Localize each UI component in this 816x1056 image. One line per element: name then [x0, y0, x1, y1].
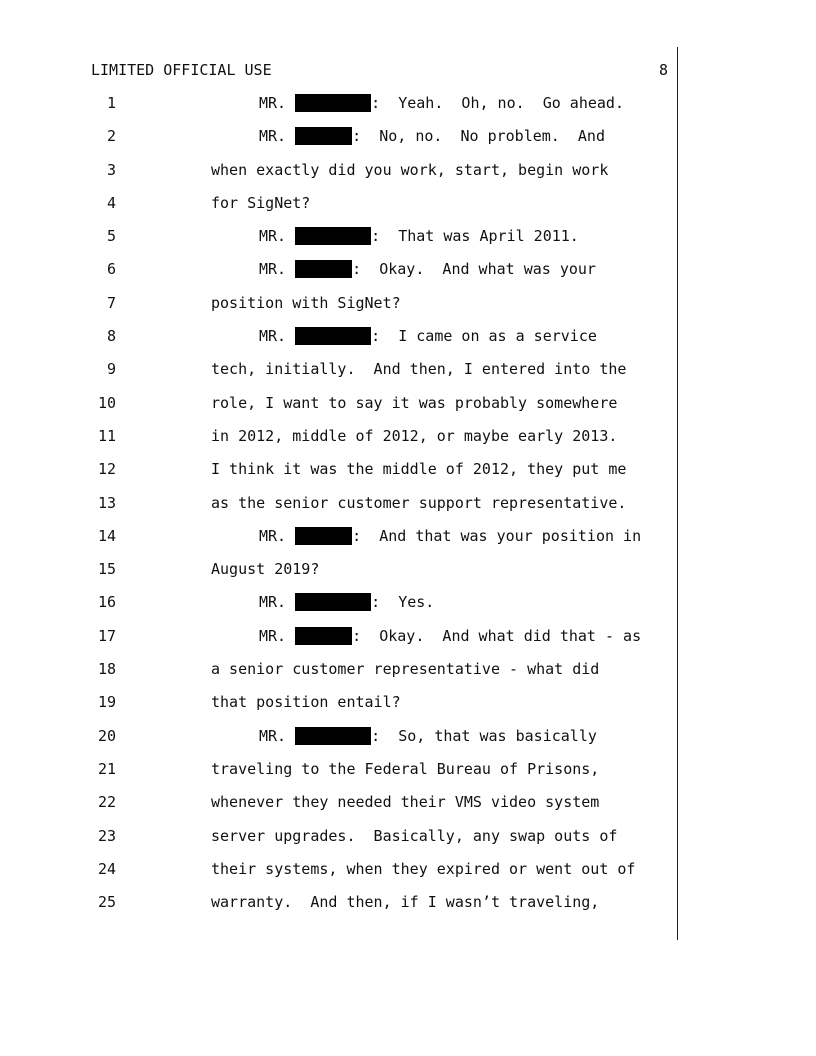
continuation-text: when exactly did you work, start, begin work — [211, 160, 609, 179]
classification-header: LIMITED OFFICIAL USE — [91, 61, 272, 79]
continuation-text: for SigNet? — [211, 193, 311, 212]
continuation-text: August 2019? — [211, 560, 320, 579]
speaker-line-text — [259, 227, 579, 245]
speaker-title: MR. — [259, 260, 287, 279]
transcript-line — [0, 220, 816, 253]
transcript-line — [0, 720, 816, 753]
line-number: 1 — [106, 94, 116, 112]
line-number: 14 — [97, 526, 116, 545]
transcript-line — [0, 420, 816, 453]
line-number: 11 — [97, 426, 116, 445]
transcript-line — [0, 387, 816, 420]
speech-text: : I came on as a service — [371, 327, 597, 346]
line-number: 10 — [97, 393, 116, 412]
continuation-text: as the senior customer support representative. — [211, 493, 627, 512]
line-number: 19 — [97, 693, 116, 712]
transcript-line — [0, 886, 816, 919]
line-number: 9 — [106, 360, 116, 379]
line-number: 24 — [97, 859, 116, 878]
continuation-text: I think it was the middle of 2012, they put me — [211, 460, 627, 479]
continuation-text: whenever they needed their VMS video system — [211, 793, 600, 812]
speech-text: : So, that was basically — [371, 726, 597, 745]
transcript-line — [0, 353, 816, 386]
redaction-box — [295, 727, 371, 745]
page-number: 8 — [658, 61, 668, 79]
line-number: 25 — [97, 893, 116, 912]
speaker-line-text — [259, 627, 641, 645]
redaction-box — [295, 327, 371, 345]
continuation-text: their systems, when they expired or went out of — [211, 859, 636, 878]
transcript-line — [0, 786, 816, 819]
continuation-text: a senior customer representative - what did — [211, 660, 600, 679]
redaction-box — [295, 593, 371, 611]
transcript-body — [0, 87, 816, 919]
transcript-line — [0, 853, 816, 886]
transcript-line — [0, 653, 816, 686]
transcript-line — [0, 586, 816, 619]
speaker-title: MR. — [259, 626, 287, 645]
transcript-line — [0, 520, 816, 553]
speaker-line-text — [259, 327, 597, 345]
line-number: 6 — [106, 260, 116, 279]
speaker-title: MR. — [259, 127, 287, 146]
speech-text: : Okay. And what did that - as — [352, 626, 642, 645]
speaker-title: MR. — [259, 327, 287, 346]
speaker-line-text — [259, 593, 434, 611]
redaction-box — [295, 94, 371, 112]
line-number: 8 — [106, 327, 116, 346]
continuation-text: role, I want to say it was probably somewhere — [211, 393, 618, 412]
transcript-line — [0, 120, 816, 153]
speaker-line-text — [259, 527, 641, 545]
speaker-title: MR. — [259, 526, 287, 545]
transcript-line — [0, 820, 816, 853]
speaker-line-text — [259, 260, 596, 278]
line-number: 20 — [97, 726, 116, 745]
speech-text: : And that was your position in — [352, 526, 642, 545]
continuation-text: traveling to the Federal Bureau of Prisons, — [211, 759, 600, 778]
speech-text: : Okay. And what was your — [352, 260, 596, 279]
transcript-line — [0, 154, 816, 187]
line-number: 2 — [106, 127, 116, 146]
speech-text: : That was April 2011. — [371, 227, 579, 246]
redaction-box — [295, 127, 352, 145]
continuation-text: server upgrades. Basically, any swap outs of — [211, 826, 618, 845]
line-number: 7 — [106, 293, 116, 312]
speaker-line-text — [259, 727, 597, 745]
redaction-box — [295, 227, 371, 245]
redaction-box — [295, 627, 352, 645]
line-number: 4 — [106, 193, 116, 212]
transcript-line — [0, 253, 816, 286]
speaker-title: MR. — [259, 94, 287, 112]
continuation-text: position with SigNet? — [211, 293, 401, 312]
speaker-line-text — [259, 94, 624, 112]
transcript-line — [0, 87, 816, 120]
transcript-line — [0, 487, 816, 520]
line-number: 5 — [106, 227, 116, 246]
speaker-line-text — [259, 127, 605, 145]
transcript-line — [0, 320, 816, 353]
line-number: 17 — [97, 626, 116, 645]
line-number: 15 — [97, 560, 116, 579]
line-number: 3 — [106, 160, 116, 179]
continuation-text: in 2012, middle of 2012, or maybe early 2013. — [211, 426, 618, 445]
line-number: 18 — [97, 660, 116, 679]
transcript-line — [0, 187, 816, 220]
speaker-title: MR. — [259, 726, 287, 745]
continuation-text: warranty. And then, if I wasn’t traveling, — [211, 893, 600, 912]
speaker-title: MR. — [259, 593, 287, 612]
line-number: 23 — [97, 826, 116, 845]
redaction-box — [295, 527, 352, 545]
redaction-box — [295, 260, 352, 278]
transcript-line — [0, 553, 816, 586]
line-number: 16 — [97, 593, 116, 612]
transcript-line — [0, 686, 816, 719]
continuation-text: tech, initially. And then, I entered into the — [211, 360, 627, 379]
line-number: 21 — [97, 759, 116, 778]
speaker-title: MR. — [259, 227, 287, 246]
transcript-line — [0, 453, 816, 486]
continuation-text: that position entail? — [211, 693, 401, 712]
line-number: 22 — [97, 793, 116, 812]
speech-text: : Yeah. Oh, no. Go ahead. — [371, 94, 624, 112]
speech-text: : No, no. No problem. And — [352, 127, 605, 146]
transcript-line — [0, 753, 816, 786]
line-number: 12 — [97, 460, 116, 479]
speech-text: : Yes. — [371, 593, 435, 612]
transcript-line — [0, 620, 816, 653]
line-number: 13 — [97, 493, 116, 512]
transcript-line — [0, 287, 816, 320]
